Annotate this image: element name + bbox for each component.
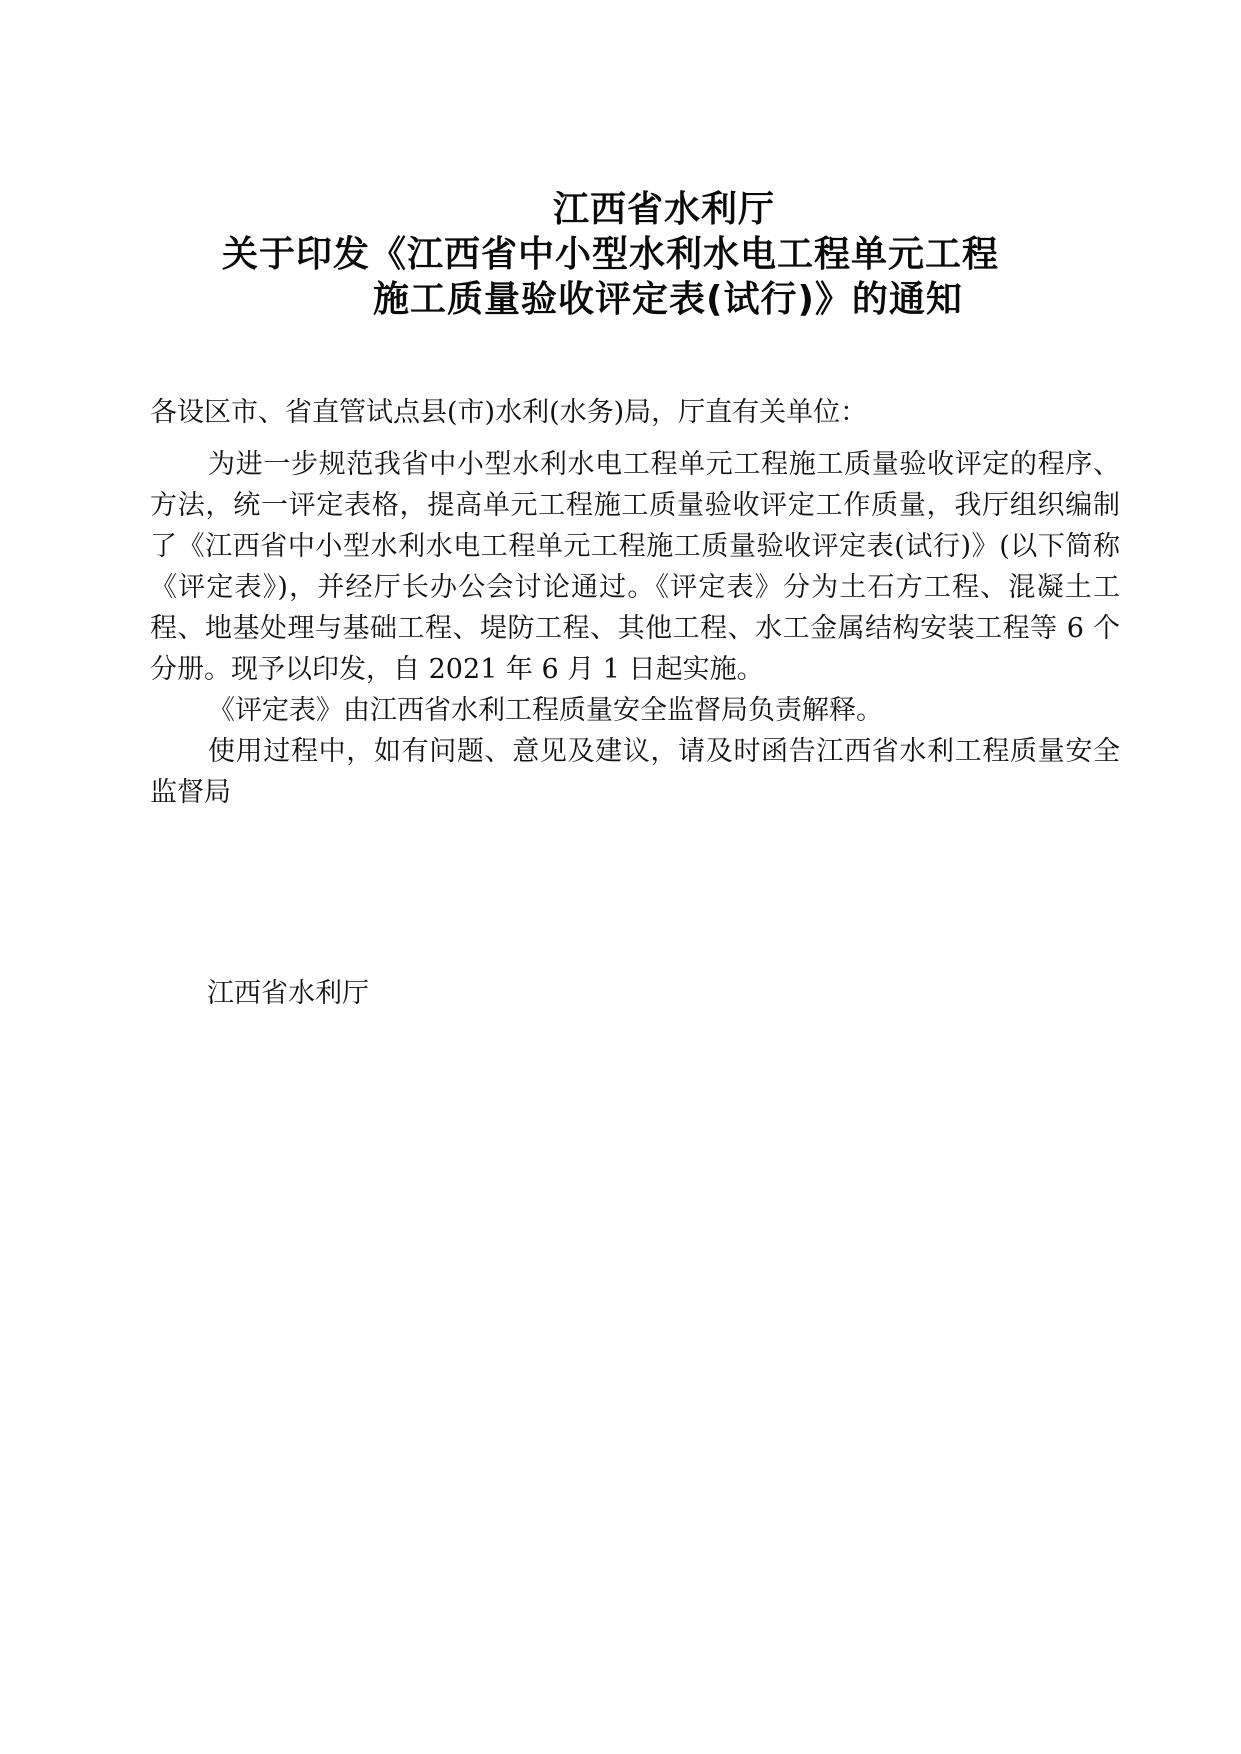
title-line-subject-1: 关于印发《江西省中小型水利水电工程单元工程 bbox=[222, 234, 1000, 275]
title-line-issuer: 江西省水利厅 bbox=[553, 189, 776, 230]
body-paragraph-2: 《评定表》由江西省水利工程质量安全监督局负责解释。 bbox=[208, 695, 883, 726]
document-body bbox=[150, 392, 1120, 813]
signature: 江西省水利厅 bbox=[207, 978, 369, 1009]
title-line-subject-2: 施工质量验收评定表(试行)》的通知 bbox=[373, 279, 963, 320]
salutation: 各设区市、省直管试点县(市)水利(水务)局，厅直有关单位： bbox=[150, 397, 868, 428]
body-paragraph-1: 为进一步规范我省中小型水利水电工程单元工程施工质量验收评定的程序、方法，统一评定表格，提高单元工程施工质量验收评定工作质量，我厅组织编制了《江西省中小型水利水电工程单元工程施工质量验收评定表(试行)》(以下简称《评定表》)，并经厅长办公会讨论通过。《评定表》分为土石方工程、混凝土工程、地基处理与基础工程、堤防工程、其他工程、水工金属结构安装工程等 6 个分册。现予以印发，自 2021 年 6 月 1 日起实施。 bbox=[150, 449, 1120, 685]
body-paragraph-3: 使用过程中，如有问题、意见及建议，请及时函告江西省水利工程质量安全监督局 bbox=[150, 736, 1120, 808]
